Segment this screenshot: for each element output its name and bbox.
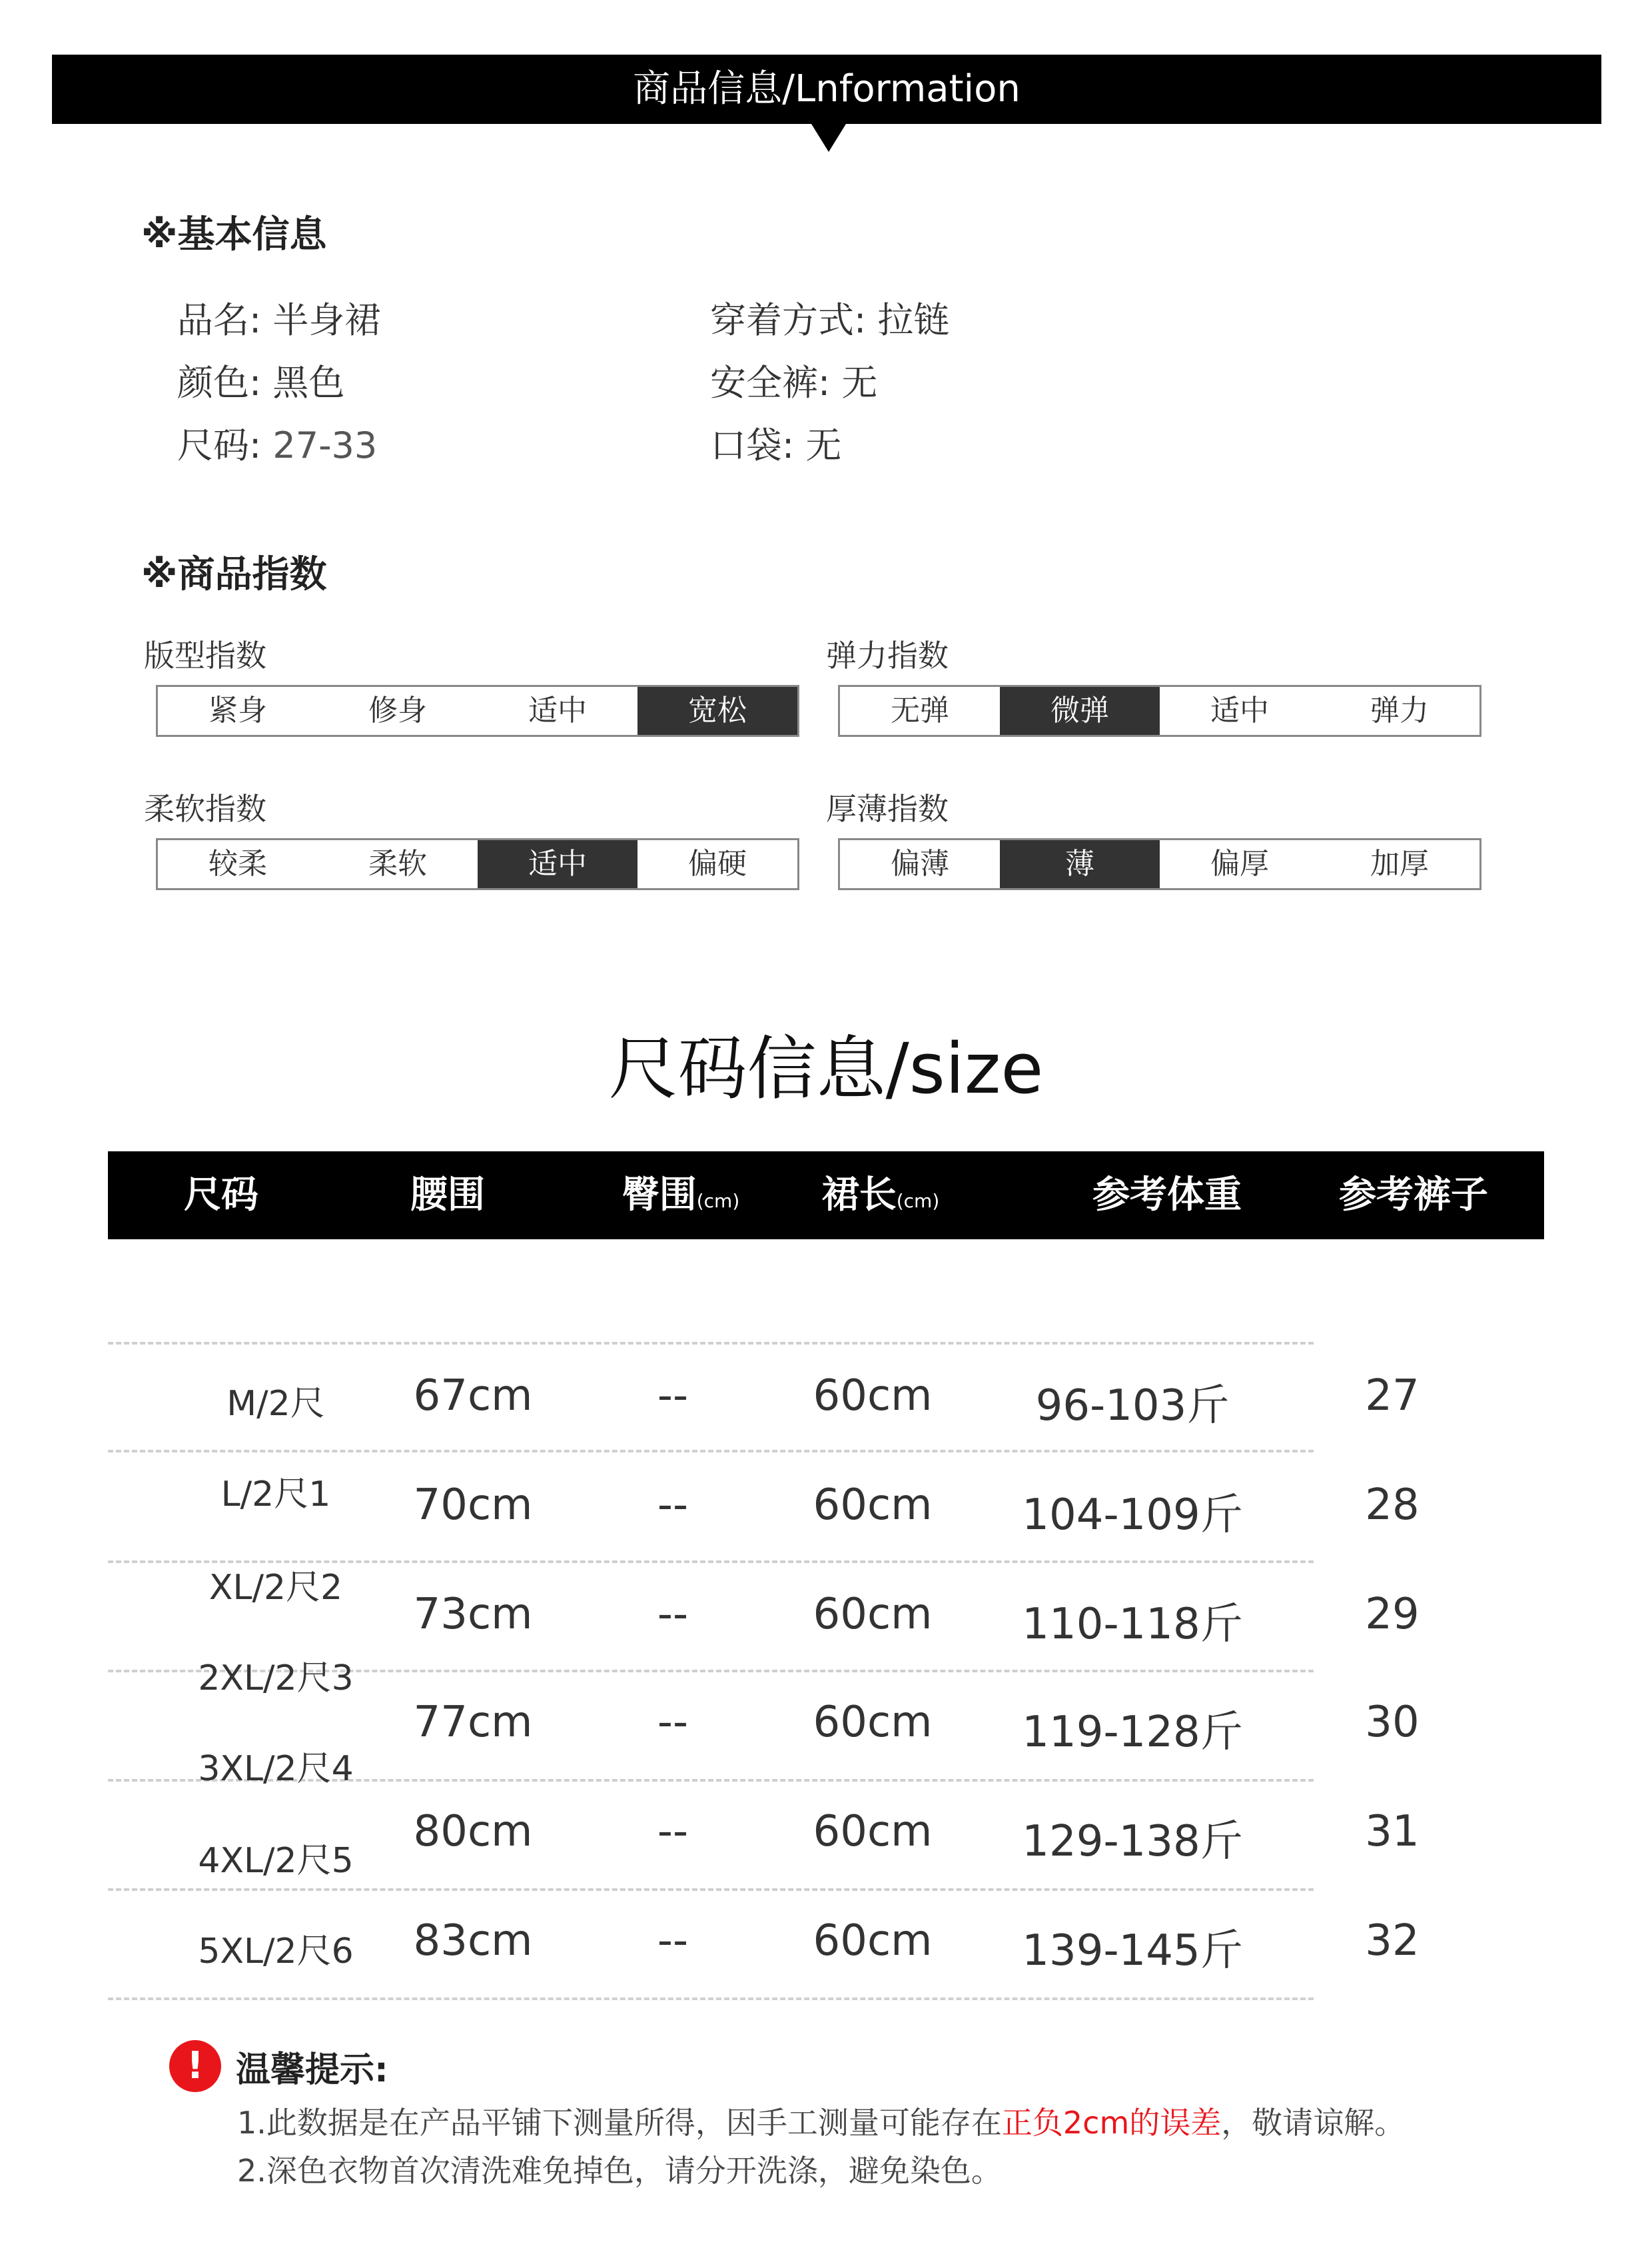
header-hip: 臀围(cm)	[621, 1173, 740, 1217]
scale-option: 适中	[478, 840, 637, 888]
stretch-index-scale	[838, 685, 1481, 737]
cell-length: 60cm	[813, 1590, 933, 1639]
cell-pants: 32	[1365, 1916, 1420, 1966]
cell-length: 60cm	[813, 1698, 933, 1747]
info-size-range: 尺码: 27-33	[177, 424, 378, 466]
cell-length: 60cm	[813, 1480, 933, 1530]
banner-title: 商品信息/Lnformation	[633, 67, 1021, 111]
scale-option: 薄	[1000, 840, 1160, 888]
cell-waist: 73cm	[413, 1590, 533, 1639]
size-label: 4XL/2尺5	[198, 1841, 354, 1881]
cell-weight: 129-138斤	[1022, 1817, 1243, 1866]
header-size: 尺码	[184, 1173, 258, 1217]
scale-option: 柔软	[368, 847, 427, 881]
scale-option: 紧身	[208, 694, 267, 728]
softness-index-label: 柔软指数	[144, 791, 266, 827]
cell-waist: 83cm	[413, 1916, 533, 1966]
info-closure: 穿着方式: 拉链	[710, 299, 950, 341]
size-label: 3XL/2尺4	[198, 1749, 354, 1789]
row-divider	[108, 1997, 1314, 2000]
cell-hip: --	[657, 1480, 689, 1530]
scale-option: 弹力	[1370, 694, 1429, 728]
tips-title: 温馨提示:	[236, 2050, 388, 2090]
cell-weight: 139-145斤	[1022, 1926, 1243, 1976]
cell-waist: 67cm	[413, 1371, 533, 1420]
cell-pants: 30	[1365, 1698, 1420, 1747]
cell-length: 60cm	[813, 1807, 933, 1856]
scale-option: 偏薄	[891, 847, 949, 881]
cell-weight: 96-103斤	[1035, 1381, 1230, 1430]
header-ref-pants: 参考裤子	[1339, 1173, 1488, 1217]
fit-index-scale	[156, 685, 799, 737]
cell-waist: 77cm	[413, 1698, 533, 1747]
size-label: 2XL/2尺3	[198, 1658, 354, 1698]
header-waist: 腰围	[410, 1173, 485, 1217]
basic-info-title: ※基本信息	[141, 213, 327, 257]
info-safety-shorts: 安全裤: 无	[710, 362, 878, 404]
header-ref-weight: 参考体重	[1092, 1173, 1242, 1217]
cell-pants: 29	[1365, 1590, 1420, 1639]
size-label: M/2尺	[226, 1384, 325, 1424]
thickness-index-label: 厚薄指数	[826, 791, 949, 827]
size-label: 5XL/2尺6	[198, 1932, 354, 1972]
cell-pants: 31	[1365, 1807, 1420, 1856]
size-label: L/2尺1	[220, 1474, 331, 1514]
cell-hip: --	[657, 1371, 689, 1420]
cell-length: 60cm	[813, 1371, 933, 1420]
info-color: 颜色: 黑色	[177, 362, 345, 404]
cell-waist: 70cm	[413, 1480, 533, 1530]
scale-option: 修身	[368, 694, 427, 728]
size-label: XL/2尺2	[208, 1568, 343, 1608]
tip-line-1: 1.此数据是在产品平铺下测量所得，因手工测量可能存在正负2cm的误差，敬请谅解。	[237, 2105, 1406, 2141]
cell-waist: 80cm	[413, 1807, 533, 1856]
scale-option: 偏硬	[688, 847, 747, 881]
info-product-name: 品名: 半身裙	[177, 299, 381, 341]
cell-weight: 104-109斤	[1022, 1490, 1243, 1540]
row-divider	[108, 1888, 1314, 1891]
product-index-title: ※商品指数	[141, 553, 327, 596]
cell-hip: --	[657, 1916, 689, 1966]
scale-option: 微弹	[1000, 687, 1160, 735]
cell-pants: 28	[1365, 1480, 1420, 1530]
scale-option: 适中	[528, 694, 587, 728]
row-divider	[108, 1342, 1314, 1345]
info-banner	[52, 55, 1601, 124]
header-length: 裙长(cm)	[821, 1173, 940, 1217]
scale-option: 偏厚	[1210, 847, 1269, 881]
cell-weight: 110-118斤	[1022, 1600, 1243, 1649]
info-pockets: 口袋: 无	[710, 424, 842, 466]
cell-hip: --	[657, 1807, 689, 1856]
cell-length: 60cm	[813, 1916, 933, 1966]
banner-arrow-icon	[811, 124, 846, 152]
tip-line-2: 2.深色衣物首次清洗难免掉色，请分开洗涤，避免染色。	[237, 2153, 1002, 2189]
fit-index-label: 版型指数	[144, 638, 266, 674]
scale-option: 加厚	[1370, 847, 1429, 881]
size-table-header	[108, 1151, 1544, 1239]
cell-hip: --	[657, 1590, 689, 1639]
thickness-index-scale	[838, 838, 1481, 890]
stretch-index-label: 弹力指数	[826, 638, 949, 674]
cell-hip: --	[657, 1698, 689, 1747]
scale-option: 较柔	[208, 847, 267, 881]
size-heading: 尺码信息/size	[608, 1028, 1044, 1109]
warning-icon: !	[169, 2040, 221, 2092]
softness-index-scale	[156, 838, 799, 890]
cell-pants: 27	[1365, 1371, 1420, 1420]
scale-option: 适中	[1210, 694, 1269, 728]
row-divider	[108, 1450, 1314, 1452]
scale-option: 宽松	[637, 687, 797, 735]
scale-option: 无弹	[891, 694, 949, 728]
cell-weight: 119-128斤	[1022, 1708, 1243, 1757]
